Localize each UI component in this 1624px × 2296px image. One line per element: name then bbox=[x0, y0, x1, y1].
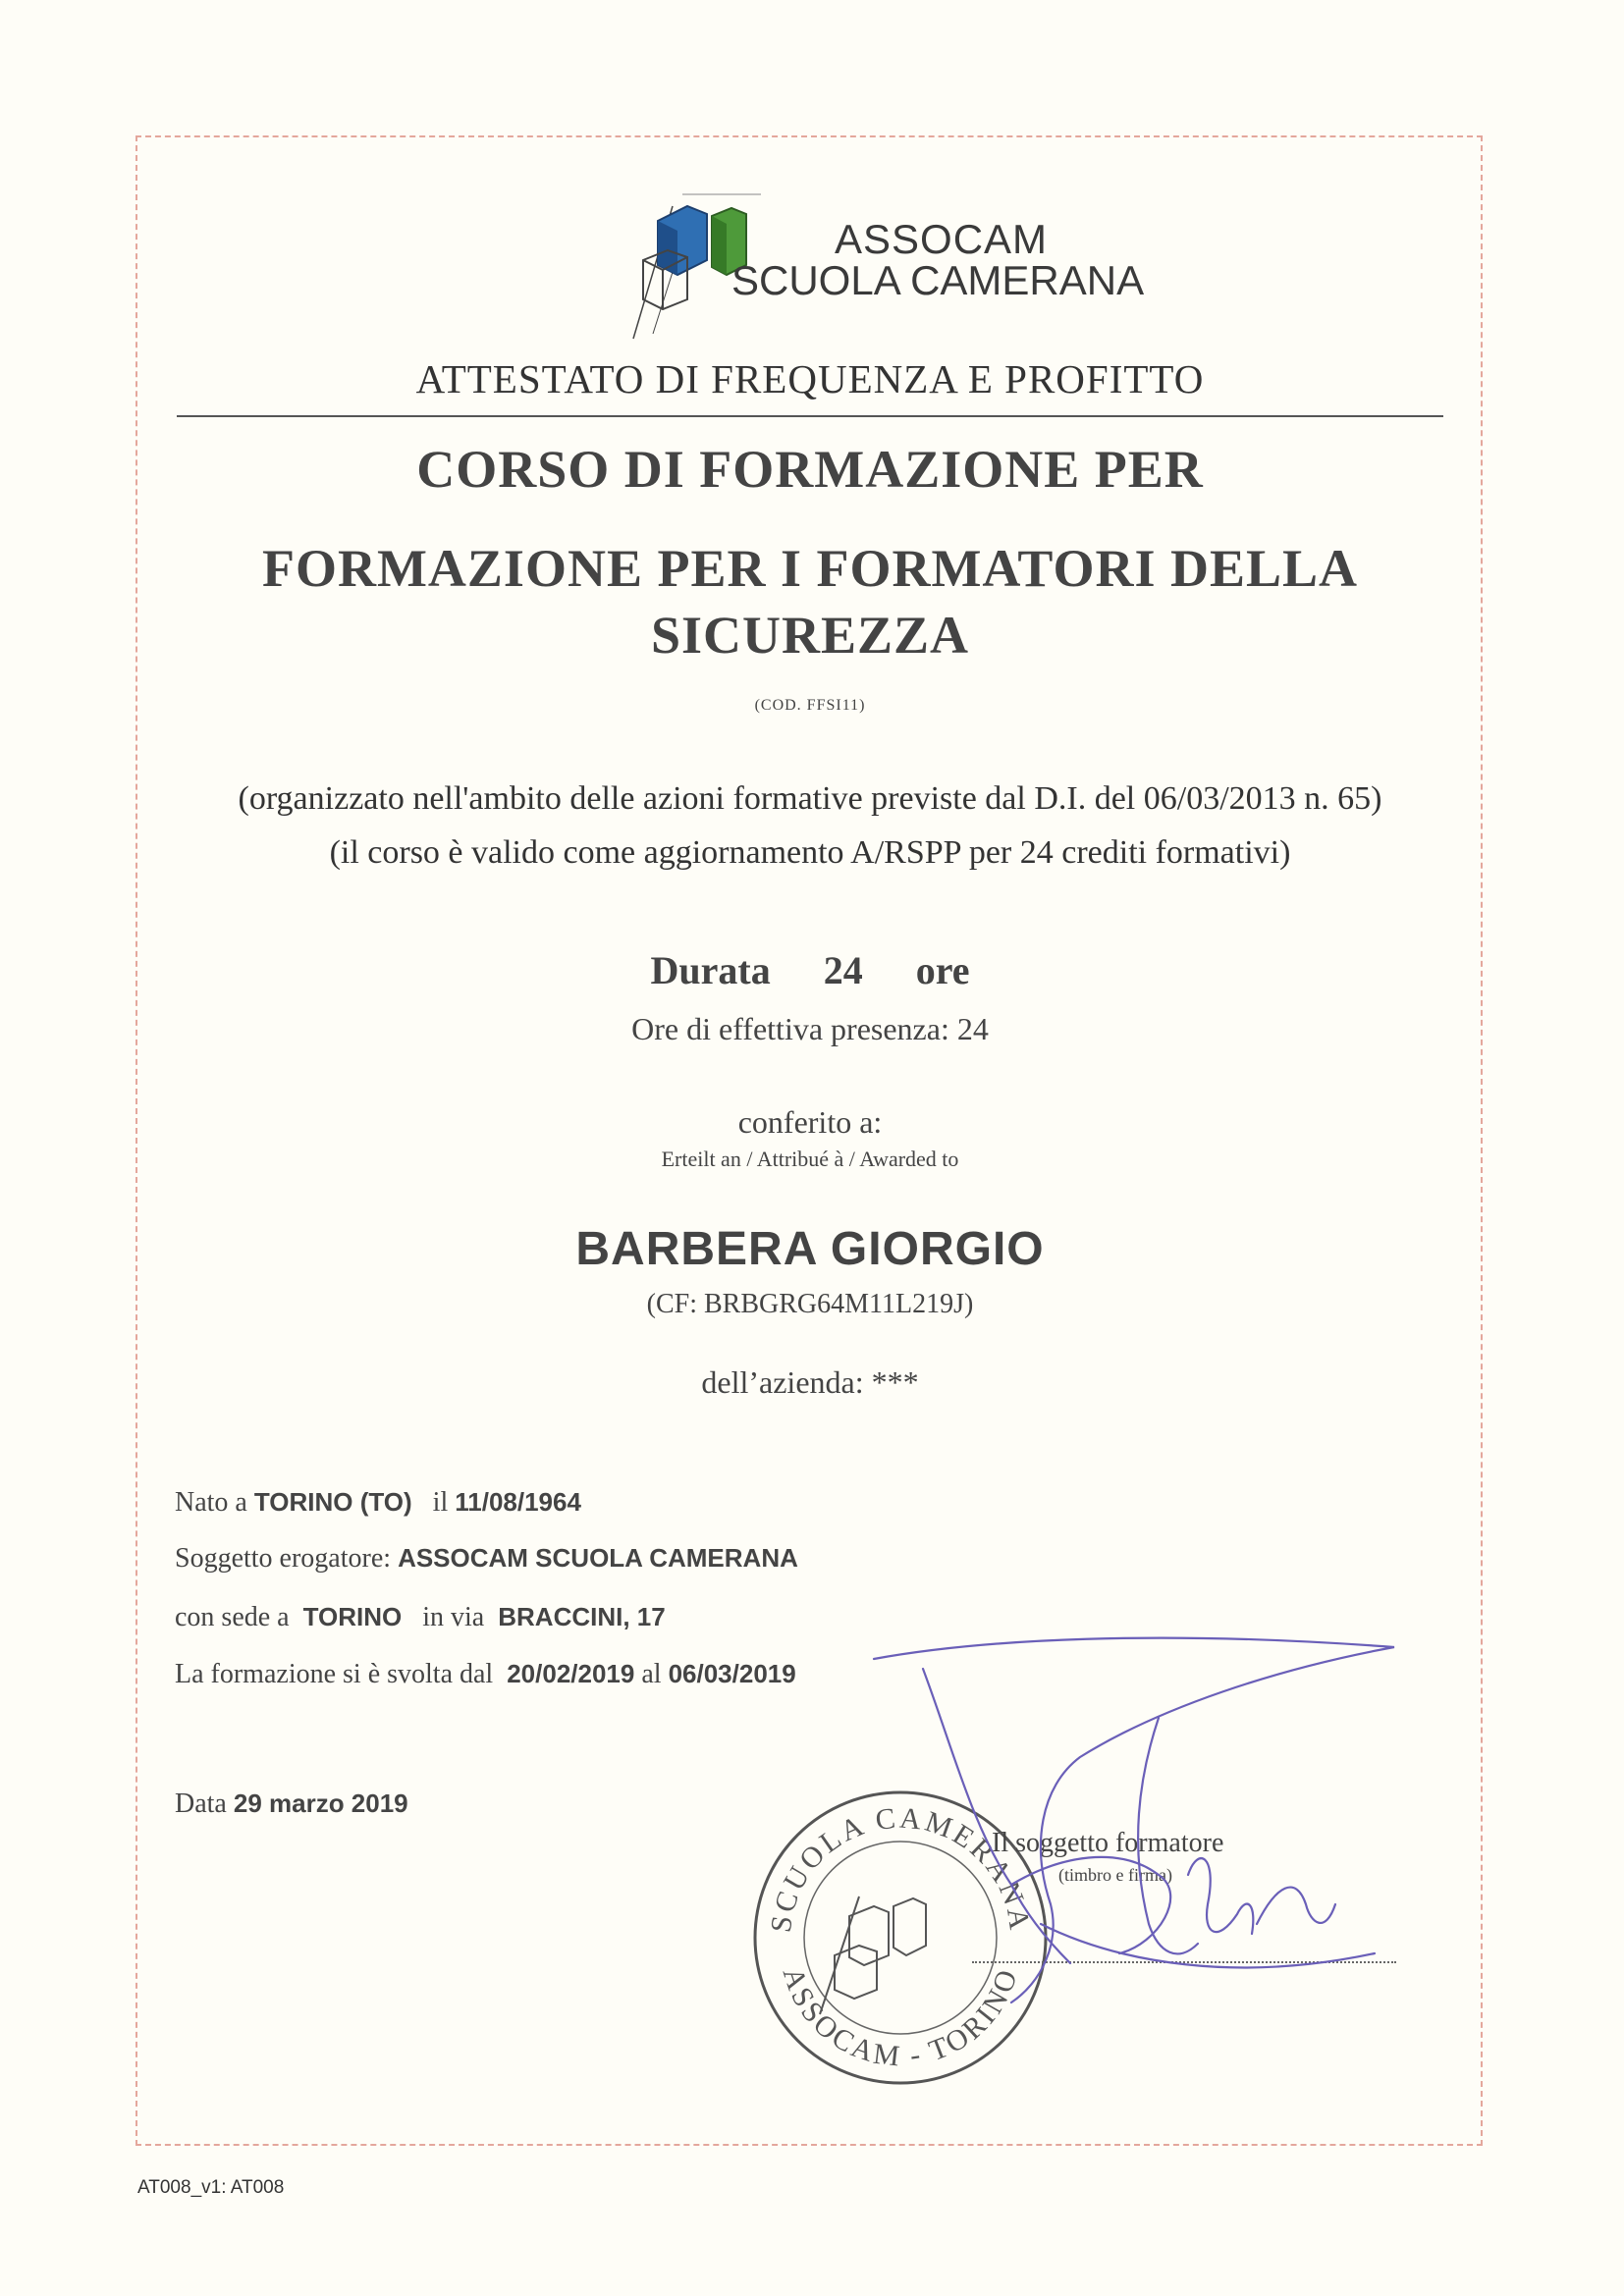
data-label: Data bbox=[175, 1789, 227, 1819]
dal-value: 20/02/2019 bbox=[507, 1659, 635, 1688]
data-row bbox=[175, 1789, 408, 1820]
organizzato-note: (organizzato nell'ambito delle azioni formative previste dal D.I. del 06/03/2013 n. 65) bbox=[238, 780, 1382, 817]
course-code: (COD. FFSI11) bbox=[754, 697, 866, 714]
azienda-value: *** bbox=[871, 1364, 919, 1400]
footer-code: AT008_v1: AT008 bbox=[137, 2177, 285, 2198]
nato-row bbox=[175, 1487, 581, 1519]
nato-label: Nato a bbox=[175, 1487, 247, 1518]
formazione-label: La formazione si è svolta dal bbox=[175, 1659, 494, 1689]
recipient-cf: (CF: BRBGRG64M11L219J) bbox=[646, 1289, 974, 1319]
soggetto-formatore: Il soggetto formatore bbox=[992, 1828, 1224, 1858]
timbro-firma: (timbro e firma) bbox=[1058, 1865, 1172, 1885]
logo-text-scuola-camerana: SCUOLA CAMERANA bbox=[731, 257, 1145, 303]
stamp-top-text: SCUOLA CAMERANA bbox=[764, 1801, 1037, 1935]
soggetto-label: Soggetto erogatore: bbox=[175, 1543, 392, 1574]
al-value: 06/03/2019 bbox=[668, 1659, 796, 1688]
data-nascita: 11/08/1964 bbox=[455, 1487, 581, 1517]
logo-text-assocam: ASSOCAM bbox=[835, 216, 1049, 262]
soggetto-value: ASSOCAM SCUOLA CAMERANA bbox=[398, 1543, 798, 1573]
durata-label: Durata bbox=[650, 948, 771, 992]
via-value: BRACCINI, 17 bbox=[498, 1602, 666, 1631]
stamp-bottom-text: ASSOCAM - TORINO bbox=[776, 1963, 1025, 2073]
attestato-title: ATTESTATO DI FREQUENZA E PROFITTO bbox=[415, 356, 1205, 401]
al-label: al bbox=[641, 1659, 662, 1689]
durata-value: 24 bbox=[823, 948, 863, 992]
azienda bbox=[167, 1364, 1453, 1401]
formazione-row bbox=[175, 1659, 796, 1690]
course-title-line2 bbox=[167, 535, 1453, 668]
nato-luogo: TORINO (TO) bbox=[253, 1487, 412, 1517]
durata-unit: ore bbox=[915, 948, 970, 992]
recipient-name: BARBERA GIORGIO bbox=[575, 1223, 1045, 1275]
soggetto-row bbox=[175, 1543, 798, 1575]
il-label: il bbox=[432, 1487, 449, 1518]
ore-presenza: Ore di effettiva presenza: 24 bbox=[631, 1011, 989, 1046]
sede-row bbox=[175, 1602, 666, 1633]
title-divider bbox=[177, 415, 1443, 417]
signature-icon bbox=[864, 1629, 1414, 2042]
sede-label: con sede a bbox=[175, 1602, 290, 1632]
conferito-label: conferito a: bbox=[737, 1104, 883, 1140]
data-value: 29 marzo 2019 bbox=[233, 1789, 408, 1818]
course-title-line2-text: FORMAZIONE PER I FORMATORI DELLA bbox=[261, 539, 1359, 598]
via-label: in via bbox=[422, 1602, 485, 1632]
sede-value: TORINO bbox=[302, 1602, 403, 1631]
erteilt-label: Erteilt an / Attribué à / Awarded to bbox=[661, 1147, 959, 1171]
durata bbox=[167, 947, 1453, 993]
course-title-line3-text: SICUREZZA bbox=[650, 606, 970, 665]
validity-note: (il corso è valido come aggiornamento A/RSPP per 24 crediti formativi) bbox=[329, 834, 1291, 871]
azienda-label: dell’azienda: bbox=[701, 1364, 864, 1400]
course-title-line1: CORSO DI FORMAZIONE PER bbox=[416, 440, 1204, 499]
